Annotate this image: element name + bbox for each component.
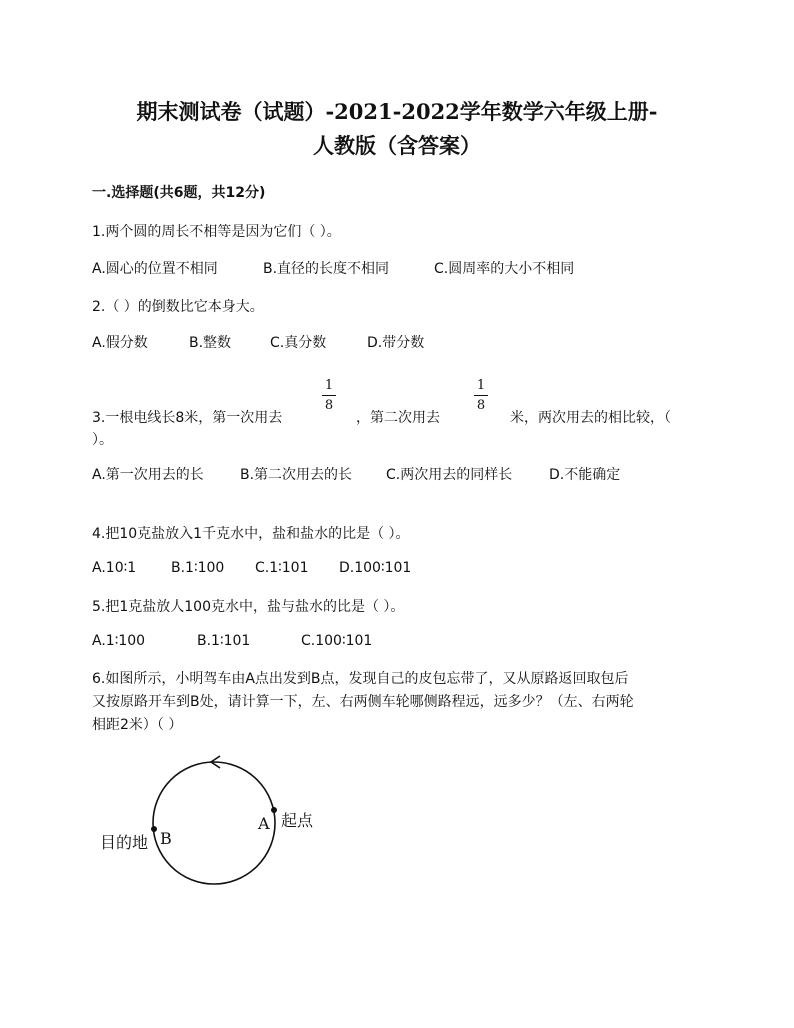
question-3-stem-part4: ）。	[92, 432, 113, 448]
question-3-stem-part3: 米，两次用去的相比较，（	[510, 410, 671, 426]
question-5-option-c: C.100∶101	[301, 633, 373, 649]
question-4-option-a: A.10∶1	[92, 560, 137, 576]
question-4-options	[92, 560, 411, 576]
question-5-stem: 5.把1克盐放人100克水中，盐与盐水的比是（ ）。	[92, 599, 405, 615]
question-6-stem-line2: 又按原路开车到B处，请计算一下，左、右两侧车轮哪侧路程远，远多少？（左、右两轮	[92, 694, 634, 710]
fraction-one-eighth-1: 1 8	[322, 378, 336, 413]
question-2-option-b: B.整数	[189, 335, 232, 351]
question-4-option-c: C.1∶101	[255, 560, 309, 576]
question-3-stem-part1: 3.一根电线长8米，第一次用去	[92, 410, 283, 426]
question-3-options	[92, 464, 620, 484]
point-b-dot	[151, 826, 157, 832]
question-4-option-d: D.100∶101	[339, 560, 412, 576]
question-1-option-a: A.圆心的位置不相同	[92, 261, 218, 277]
point-b-label: B	[160, 829, 172, 848]
question-6-stem-line3: 相距2米）（ ）	[92, 717, 183, 733]
point-a-label: A	[258, 814, 270, 833]
question-4-stem: 4.把10克盐放入1千克水中，盐和盐水的比是（ ）。	[92, 526, 410, 542]
question-3-option-a: A.第一次用去的长	[92, 467, 204, 483]
question-3-option-d: D.不能确定	[549, 467, 621, 483]
start-label: 起点	[281, 811, 314, 830]
question-1-options	[92, 258, 574, 278]
question-5-options	[92, 633, 372, 649]
question-2-options	[92, 332, 424, 352]
question-6-stem-line1: 6.如图所示，小明驾车由A点出发到B点，发现自己的皮包忘带了，又从原路返回取包后	[92, 671, 629, 687]
section-heading: 一.选择题(共6题，共12分)	[92, 185, 266, 201]
page-title-line1: 期末测试卷（试题）-2021-2022学年数学六年级上册-	[136, 99, 658, 124]
question-3-stem-part2: ，第二次用去	[356, 410, 440, 426]
fraction-one-eighth-2: 1 8	[474, 378, 488, 413]
question-1-option-b: B.直径的长度不相同	[263, 261, 390, 277]
question-3-option-b: B.第二次用去的长	[240, 467, 353, 483]
page-title-line2: 人教版（含答案）	[313, 133, 481, 158]
question-2-option-a: A.假分数	[92, 335, 148, 351]
route-circle	[153, 762, 275, 884]
question-5-option-a: A.1∶100	[92, 633, 146, 649]
question-1-stem: 1.两个圆的周长不相等是因为它们（ ）。	[92, 224, 341, 240]
question-2-option-d: D.带分数	[367, 335, 425, 351]
question-4-option-b: B.1∶100	[171, 560, 225, 576]
destination-label: 目的地	[100, 833, 149, 852]
question-3-option-c: C.两次用去的同样长	[386, 467, 513, 483]
question-2-option-c: C.真分数	[270, 335, 327, 351]
question-1-option-c: C.圆周率的大小不相同	[434, 261, 575, 277]
question-5-option-b: B.1∶101	[197, 633, 251, 649]
question-2-stem: 2.（ ）的倒数比它本身大。	[92, 299, 264, 315]
point-a-dot	[271, 807, 277, 813]
